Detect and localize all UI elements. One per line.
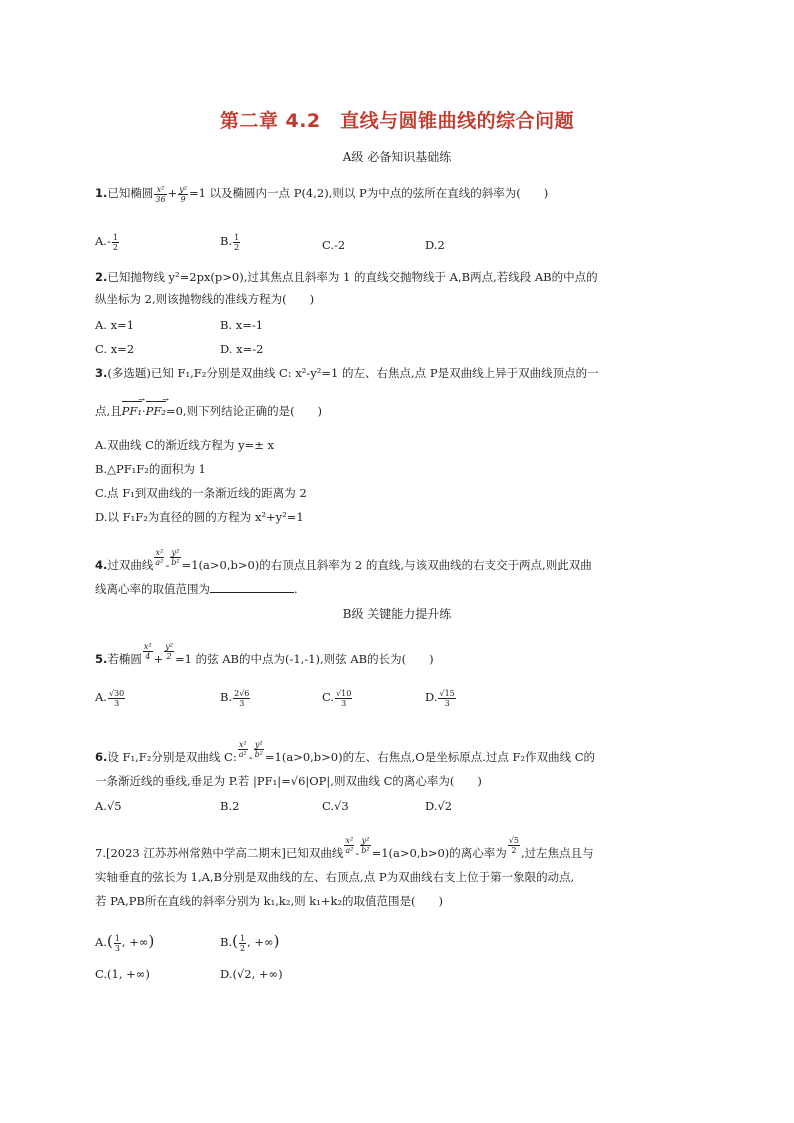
fraction: $\frac{\text{y²}}{2}$: [165, 642, 173, 661]
option-b: B.△PF₁F₂的面积为 1: [95, 462, 206, 476]
option-a: A.- $\frac{1}{2}$: [95, 232, 118, 252]
section-a-heading: A级 必备知识基础练: [342, 150, 452, 164]
option-c: C.√3: [322, 799, 349, 813]
question-1: 1.已知椭圆 $\frac{\text{x²}}{36}$ + $\frac{\text{y²}}{9}$ =1 以及椭圆内一点 P(4,2),则以 P为中点的弦所在直线的斜率为( ): [95, 184, 549, 204]
question-3: 3.(多选题)已知 F₁,F₂分别是双曲线 C: x²-y²=1 的左、右焦点,点 P是双曲线上异于双曲线顶点的一: [95, 366, 599, 380]
fraction: $\frac{\text{y²}}{\text{b²}}$: [171, 548, 180, 567]
fraction: $\frac{\text{y²}}{9}$: [179, 184, 187, 204]
option-b: B. x=-1: [220, 318, 264, 332]
fraction: $\frac{\text{x²}}{4}$: [143, 642, 152, 661]
fraction: $\frac{√30}{3}$: [108, 688, 125, 708]
section-b-heading: B级 关键能力提升练: [342, 607, 452, 621]
fraction: $\frac{1}{2}$: [234, 232, 240, 252]
fraction: $\frac{1}{2}$: [239, 933, 246, 953]
fraction: $\frac{√15}{3}$: [439, 688, 455, 708]
option-c: C.-2: [322, 238, 346, 252]
option-d: D.√2: [425, 799, 453, 813]
fraction: $\frac{1}{3}$: [114, 933, 120, 953]
option-d: D. x=-2: [220, 342, 264, 356]
fraction: $\frac{\text{x²}}{36}$: [155, 184, 166, 204]
question-2: 2.已知抛物线 y²=2px(p>0),过其焦点且斜率为 1 的直线交抛物线于 A,B两点,若线段 AB的中点的: [95, 270, 598, 284]
option-c: C. $\frac{√10}{3}$: [322, 688, 352, 708]
question-7: 7.[2023 江苏苏州常熟中学高二期末]已知双曲线 $\frac{\text{x²}}{\text{a²}}$ - $\frac{\text{y²}}{\text{b²}}$ =1(a>0,b>0)的离心率为 $\frac{√5}{2}$ ,过左焦点且与: [95, 836, 594, 860]
option-a: A.双曲线 C的渐近线方程为 y=± x: [95, 438, 274, 452]
question-6: 6.设 F₁,F₂分别是双曲线 C: $\frac{\text{x²}}{\text{a²}}$ - $\frac{\text{y²}}{\text{b²}}$ =1(a>0,b>0)的左、右焦点,O是坐标原点.过点 F₂作双曲线 C的: [95, 740, 596, 764]
question-3-line2: 点,且PF₁ →·PF₂ →=0,则下列结论正确的是( ): [95, 402, 322, 420]
option-d: D.以 F₁F₂为直径的圆的方程为 x²+y²=1: [95, 510, 304, 524]
fraction: $\frac{2√6}{3}$: [234, 688, 250, 708]
option-a: A. $\frac{√30}{3}$: [95, 688, 125, 708]
option-d: D.2: [425, 238, 445, 252]
option-b: B.( $\frac{1}{2}$ , +∞): [220, 932, 280, 953]
option-b: B. $\frac{2√6}{3}$: [220, 688, 250, 708]
question-7-line2: 实轴垂直的弦长为 1,A,B分别是双曲线的左、右顶点,点 P为双曲线右支上位于第一象限的动点,: [95, 870, 575, 884]
vector-pf1: PF₁ →: [122, 402, 142, 420]
fraction: $\frac{1}{2}$: [112, 232, 118, 252]
fraction: $\frac{\text{y²}}{\text{b²}}$: [254, 740, 263, 759]
option-d: D.(√2, +∞): [220, 967, 283, 981]
option-d: D. $\frac{√15}{3}$: [425, 688, 455, 708]
question-4: 4.过双曲线 $\frac{\text{x²}}{\text{a²}}$ - $\frac{\text{y²}}{\text{b²}}$ =1(a>0,b>0)的右顶点且斜率为 2 的直线,与该双曲线的右支交于两点,则此双曲: [95, 548, 592, 572]
vector-pf2: PF₂ →: [146, 402, 166, 420]
option-b: B.2: [220, 799, 240, 813]
option-a: A.( $\frac{1}{3}$ , +∞): [95, 932, 155, 953]
page-title: 第二章 4.2 直线与圆锥曲线的综合问题: [219, 110, 575, 132]
option-c: C.(1, +∞): [95, 967, 150, 981]
fraction: $\frac{√10}{3}$: [336, 688, 352, 708]
option-b: B. $\frac{1}{2}$: [220, 232, 240, 252]
question-6-line2: 一条渐近线的垂线,垂足为 P.若 |PF₁|=√6|OP|,则双曲线 C的离心率为( ): [95, 774, 482, 788]
fraction: $\frac{\text{x²}}{\text{a²}}$: [345, 836, 354, 855]
fraction: $\frac{\text{x²}}{\text{a²}}$: [155, 548, 164, 567]
question-2-line2: 纵坐标为 2,则该抛物线的准线方程为( ): [95, 292, 315, 306]
option-a: A.√5: [95, 799, 122, 813]
option-a: A. x=1: [95, 318, 135, 332]
question-4-line2: 线离心率的取值范围为 .: [95, 582, 298, 596]
fraction: $\frac{\text{y²}}{\text{b²}}$: [361, 836, 370, 855]
question-7-line3: 若 PA,PB所在直线的斜率分别为 k₁,k₂,则 k₁+k₂的取值范围是( ): [95, 894, 444, 908]
fraction: $\frac{\text{x²}}{\text{a²}}$: [238, 740, 247, 759]
question-5: 5.若椭圆 $\frac{\text{x²}}{4}$ + $\frac{\text{y²}}{2}$ =1 的弦 AB的中点为(-1,-1),则弦 AB的长为( ): [95, 642, 434, 666]
fraction: $\frac{√5}{2}$: [508, 836, 519, 855]
option-c: C.点 F₁到双曲线的一条渐近线的距离为 2: [95, 486, 307, 500]
option-c: C. x=2: [95, 342, 135, 356]
answer-blank[interactable]: [210, 581, 294, 593]
